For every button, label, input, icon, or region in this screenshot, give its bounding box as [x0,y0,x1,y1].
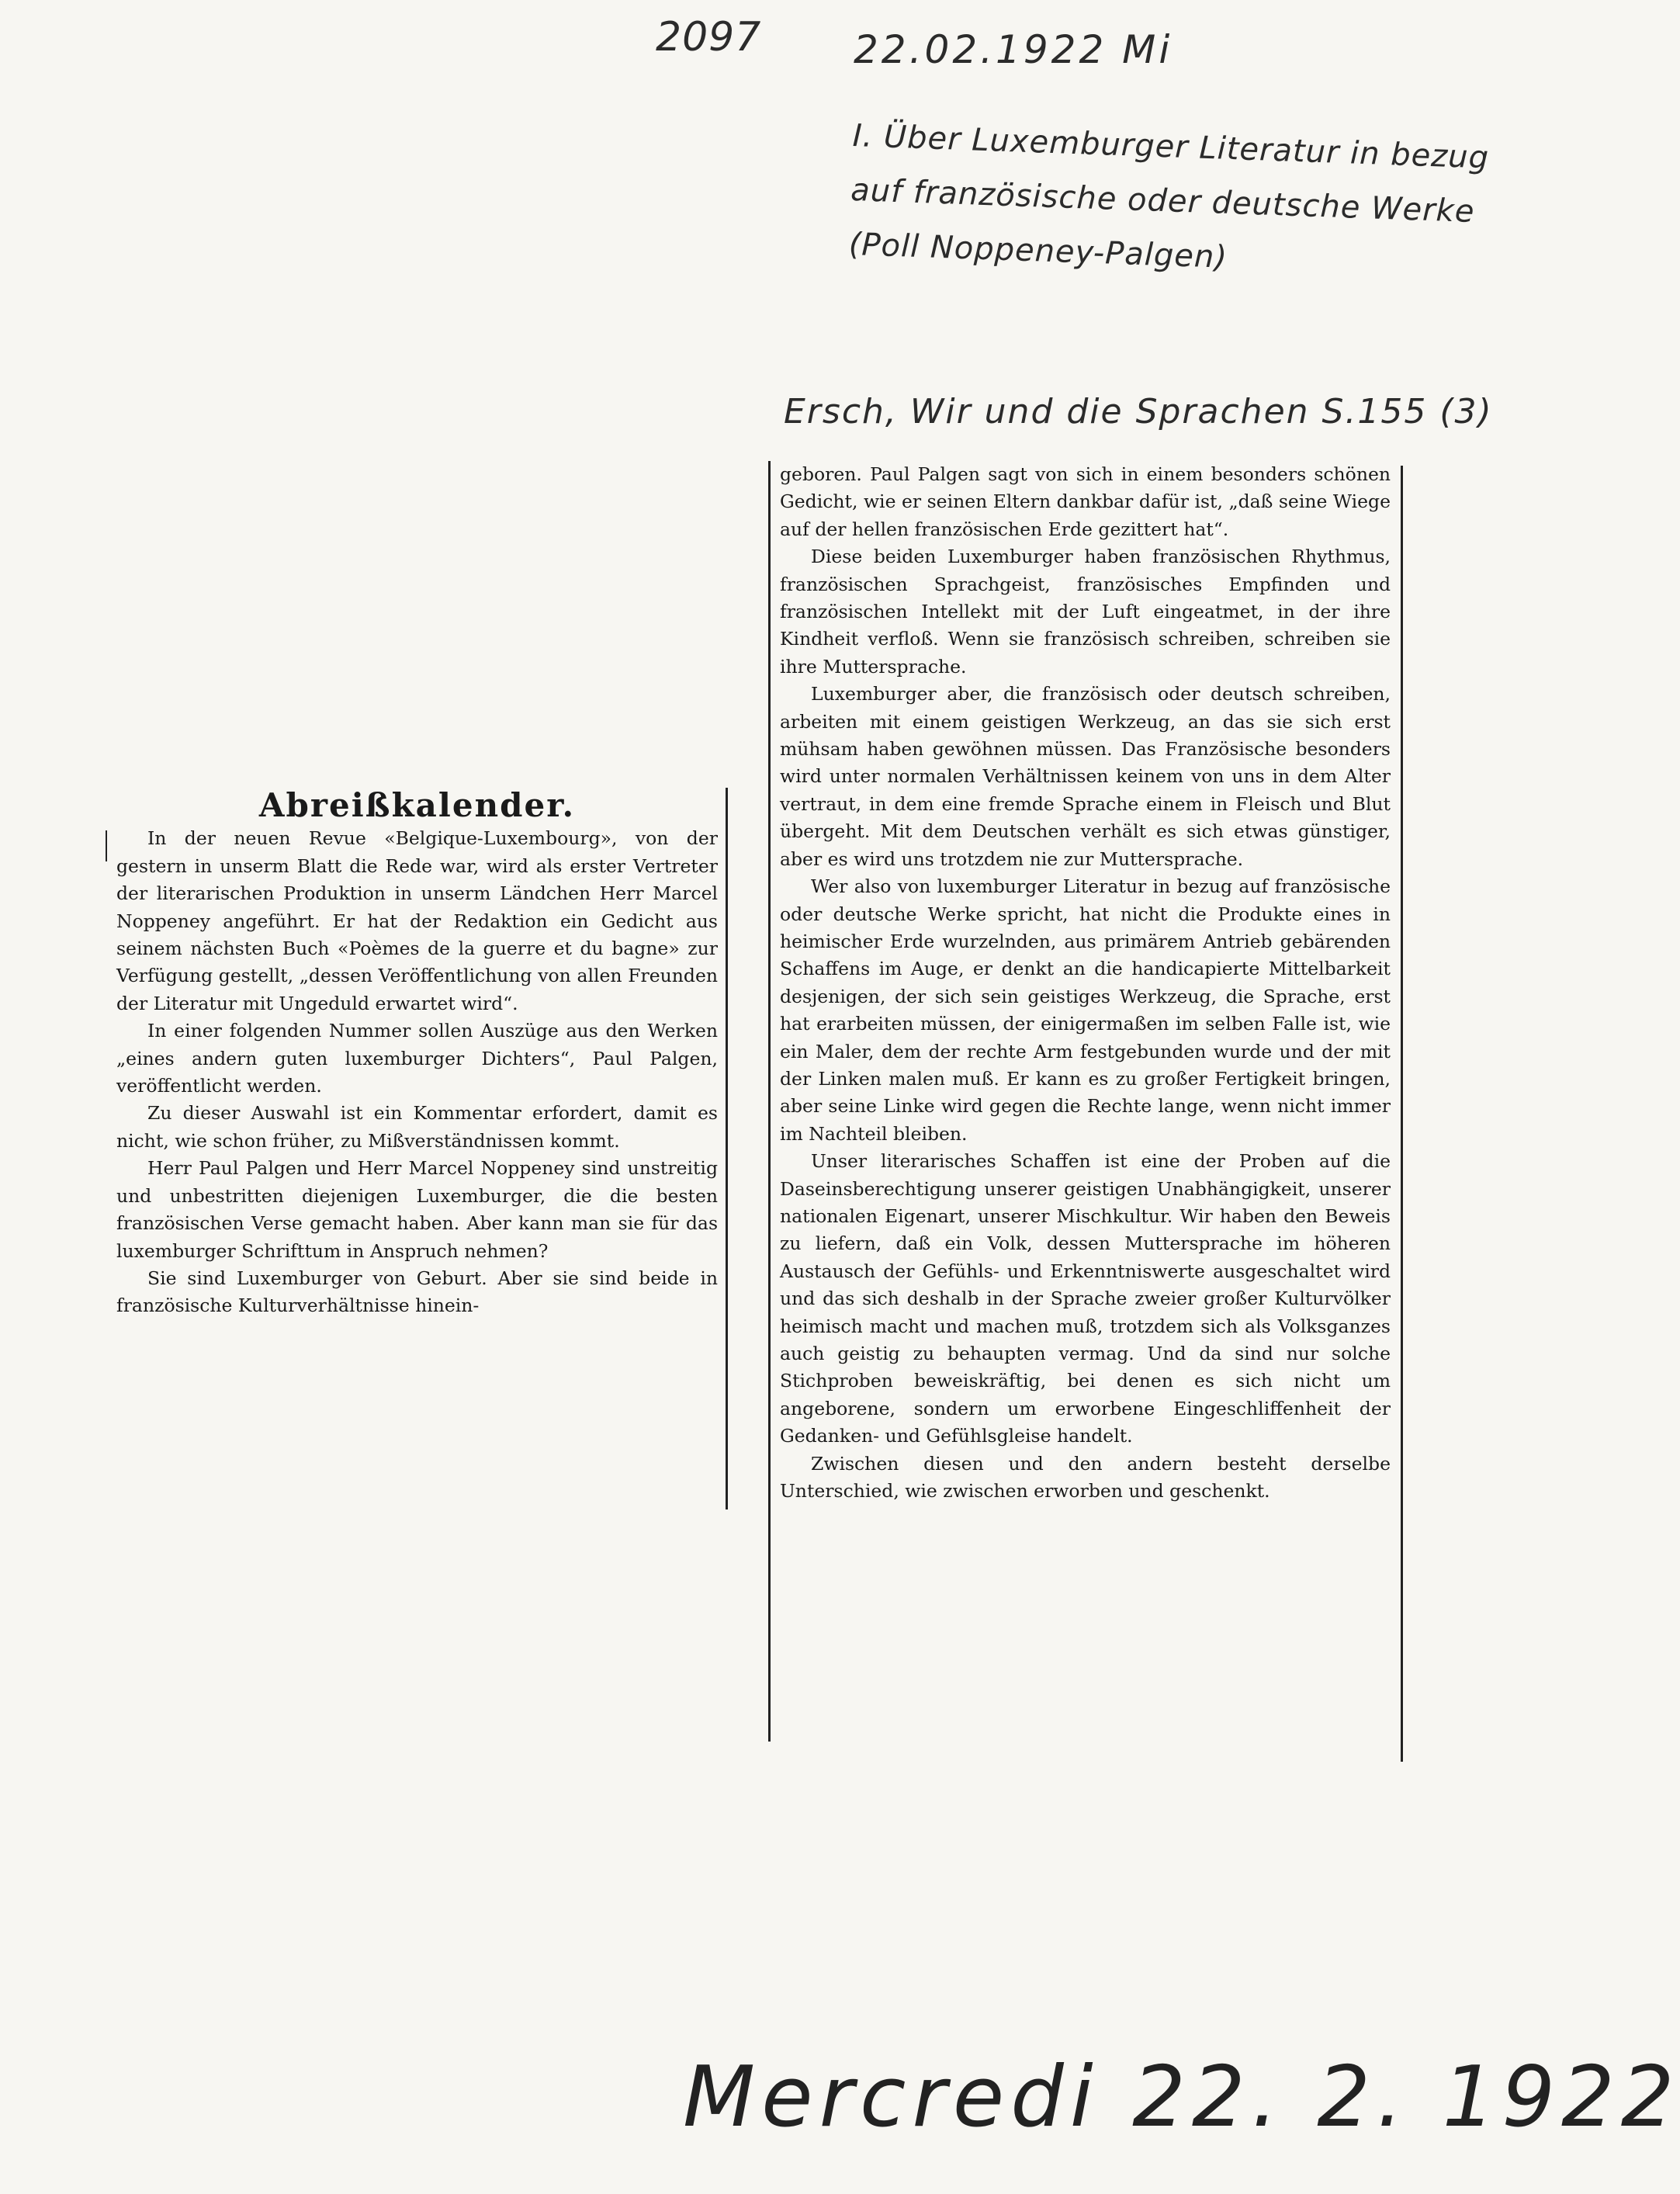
handwritten-date-top: 22.02.1922 Mi [854,27,1173,72]
handwritten-reference: Ersch, Wir und die Sprachen S.155 (3) [784,392,1493,432]
column-rule-right [1401,466,1403,1762]
note-line: I. Über Luxemburger Literatur in bezug [851,117,1490,176]
article-paragraph: In einer folgenden Nummer sollen Auszüge aus den Werken „eines andern guten luxemburger Dichters“, Paul Palgen, veröffentlicht werden. [116,1020,718,1097]
column-rule-left [726,788,728,1509]
article-paragraph: Zu dieser Auswahl ist ein Kommentar erfordert, damit es nicht, wie schon früher, zu Mißverständnissen kommt. [116,1102,718,1152]
article-paragraph: Luxemburger aber, die französisch oder deutsch schreiben, arbeiten mit einem geistigen Werkzeug, an das sie sich erst mühsam haben gewöhnen müssen. Das Französische besonders wird unter normalen Verhältnissen keinem von uns in dem Alter vertraut, in dem eine fremde Sprache einem in Fleisch und Blut übergeht. Mit dem Deutschen verhält es sich etwas günstiger, aber es wird uns trotzdem nie zur Muttersprache. [780,683,1391,870]
article-paragraph: Unser literarisches Schaffen ist eine der Proben auf die Daseinsberechtigung unserer geistigen Unabhängigkeit, unserer nationalen Eigenart, unserer Mischkultur. Wir haben den Beweis zu liefern, daß ein Volk, dessen Muttersprache im höheren Austausch der Gefühls- und Erkenntniswerte ausgeschaltet wird und das sich deshalb in der Sprache zweier großer Kulturvölker heimisch macht und machen muß, trotzdem sich als Volksganzes auch geistig zu behaupten vermag. Und da sind nur solche Stichproben beweiskräftig, bei denen es sich nicht um angeborene, sondern um erworbene Eingeschliffenheit der Gedanken- und Gefühlsgleise handelt. [780,1150,1391,1447]
clipping-edge-left [106,830,107,861]
article-paragraph: Zwischen diesen und den andern besteht derselbe Unterschied, wie zwischen erworben und geschenkt. [780,1452,1391,1503]
article-paragraph: Wer also von luxemburger Literatur in bezug auf französische oder deutsche Werke spricht, hat nicht die Produkte eines in heimischer Erde wurzelnden, aus primärem Antrieb gebärenden Schaffens im Auge, er denkt an die handicapierte Mittelbarkeit desjenigen, der sich sein geistiges Werkzeug, die Sprache, erst hat erarbeiten müssen, der einigermaßen im selben Falle ist, wie ein Maler, dem der rechte Arm festgebunden wurde und der mit der Linken malen muß. Er kann es zu großer Fertigkeit bringen, aber seine Linke wird gegen die Rechte lange, wenn nicht immer im Nachteil bleiben. [780,875,1391,1145]
article-paragraph: Herr Paul Palgen und Herr Marcel Noppeney sind unstreitig und unbestritten diejenigen Luxemburger, die die besten französischen Verse gemacht haben. Aber kann man sie für das luxemburger Schrifttum in Anspruch nehmen? [116,1157,718,1262]
article-title: Abreißkalender. [258,786,576,824]
note-line: (Poll Noppeney-Palgen) [848,226,1228,276]
handwritten-date-bottom: Mercredi 22. 2. 1922 [683,2049,1680,2146]
archive-number: 2097 [656,14,762,61]
note-line: auf französische oder deutsche Werke [850,172,1476,230]
column-rule-middle [768,461,771,1742]
article-paragraph: geboren. Paul Palgen sagt von sich in einem besonders schönen Gedicht, wie er seinen Eltern dankbar dafür ist, „daß seine Wiege auf der hellen französischen Erde gezittert hat“. [780,463,1391,540]
article-right-column [780,461,1391,1505]
article-paragraph: Sie sind Luxemburger von Geburt. Aber sie sind beide in französische Kulturverhältnisse hinein- [116,1267,718,1317]
article-paragraph: In der neuen Revue «Belgique-Luxembourg», von der gestern in unserm Blatt die Rede war, wird als erster Vertreter der literarischen Produktion in unserm Ländchen Herr Marcel Noppeney angeführt. Er hat der Redaktion ein Gedicht aus seinem nächsten Buch «Poèmes de la guerre et du bagne» zur Verfügung gestellt, „dessen Veröffentlichung von allen Freunden der Literatur mit Ungeduld erwartet wird“. [116,827,718,1014]
article-left-column [116,786,718,1320]
article-paragraph: Diese beiden Luxemburger haben französischen Rhythmus, französischen Sprachgeist, französisches Empfinden und französischen Intellekt mit der Luft eingeatmet, in der ihre Kindheit verfloß. Wenn sie französisch schreiben, schreiben sie ihre Muttersprache. [780,546,1391,678]
handwritten-note [848,109,1490,294]
